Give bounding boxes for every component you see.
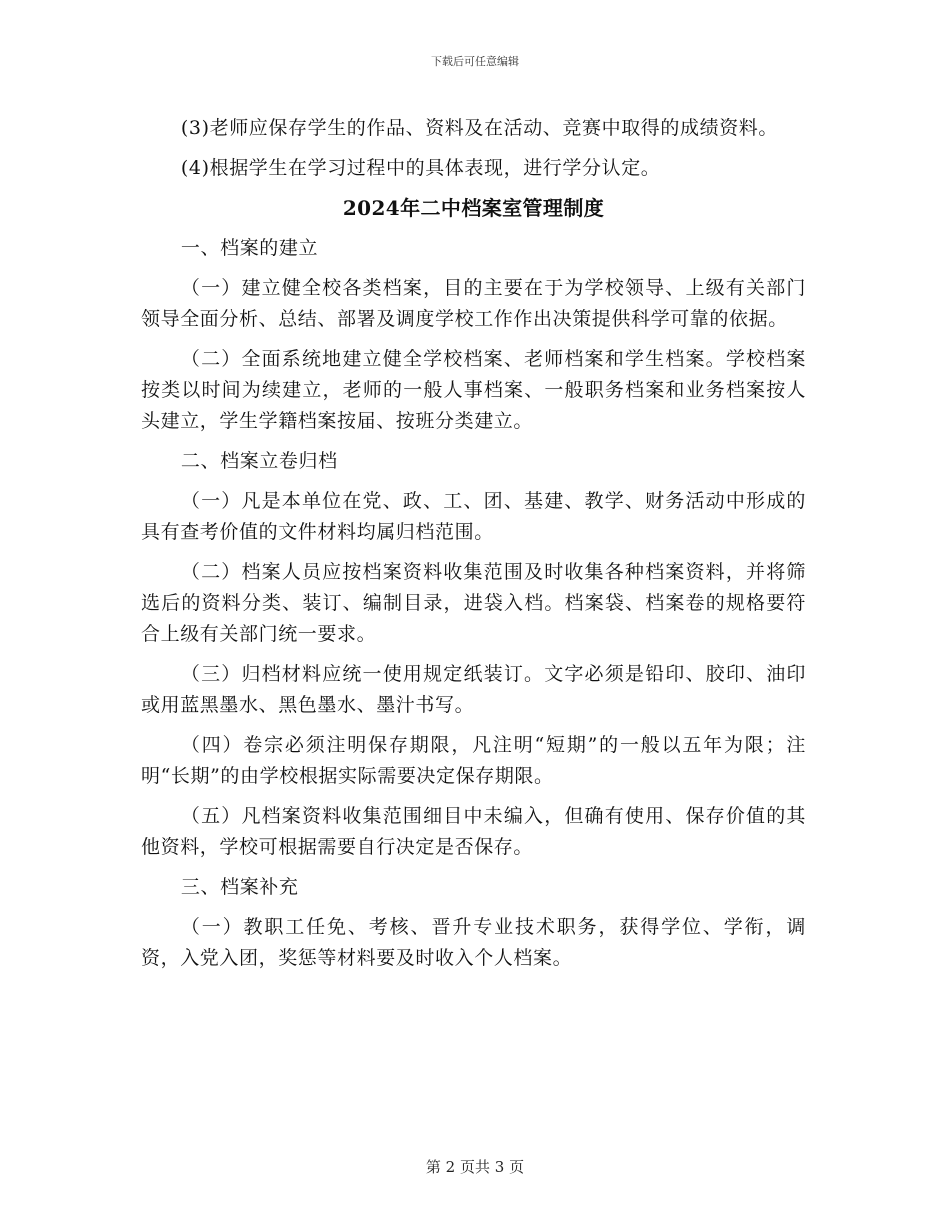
section-heading-3: 三、档案补充 bbox=[180, 876, 299, 898]
page-footer: 第 2 页共 3 页 bbox=[425, 1158, 525, 1176]
page-header: 下载后可任意编辑 bbox=[431, 55, 519, 68]
section-heading-1: 一、档案的建立 bbox=[180, 237, 319, 259]
section-2-paragraph-5: （五）凡档案资料收集范围细目中未编入，但确有使用、保存价值的其他资料，学校可根据需要自行决定是否保存。 bbox=[141, 805, 806, 858]
section-1-paragraph-2: （二）全面系统地建立健全学校档案、老师档案和学生档案。学校档案按类以时间为续建立，老师的一般人事档案、一般职务档案和业务档案按人头建立，学生学籍档案按届、按班分类建立。 bbox=[141, 348, 806, 432]
document-body bbox=[141, 113, 806, 983]
section-heading-2: 二、档案立卷归档 bbox=[180, 450, 338, 472]
section-2-paragraph-1: （一）凡是本单位在党、政、工、团、基建、教学、财务活动中形成的具有查考价值的文件材料均属归档范围。 bbox=[141, 490, 806, 543]
section-1-paragraph-1: （一）建立健全校各类档案，目的主要在于为学校领导、上级有关部门领导全面分析、总结、部署及调度学校工作作出决策提供科学可靠的依据。 bbox=[141, 277, 806, 330]
section-3-paragraph-1: （一）教职工任免、考核、晋升专业技术职务，获得学位、学衔，调资，入党入团，奖惩等材料要及时收入个人档案。 bbox=[141, 916, 806, 969]
intro-paragraph-3: (3)老师应保存学生的作品、资料及在活动、竞赛中取得的成绩资料。 bbox=[180, 117, 779, 139]
section-2-paragraph-4: （四）卷宗必须注明保存期限，凡注明“短期”的一般以五年为限；注明“长期”的由学校根据实际需要决定保存期限。 bbox=[141, 734, 806, 787]
intro-paragraph-4: (4)根据学生在学习过程中的具体表现，进行学分认定。 bbox=[180, 157, 661, 179]
section-2-paragraph-2: （二）档案人员应按档案资料收集范围及时收集各种档案资料，并将筛选后的资料分类、装订、编制目录，进袋入档。档案袋、档案卷的规格要符合上级有关部门统一要求。 bbox=[141, 561, 806, 645]
section-2-paragraph-3: （三）归档材料应统一使用规定纸装订。文字必须是铅印、胶印、油印或用蓝黑墨水、黑色墨水、墨汁书写。 bbox=[141, 663, 806, 716]
document-title: 2024年二中档案室管理制度 bbox=[342, 196, 605, 220]
